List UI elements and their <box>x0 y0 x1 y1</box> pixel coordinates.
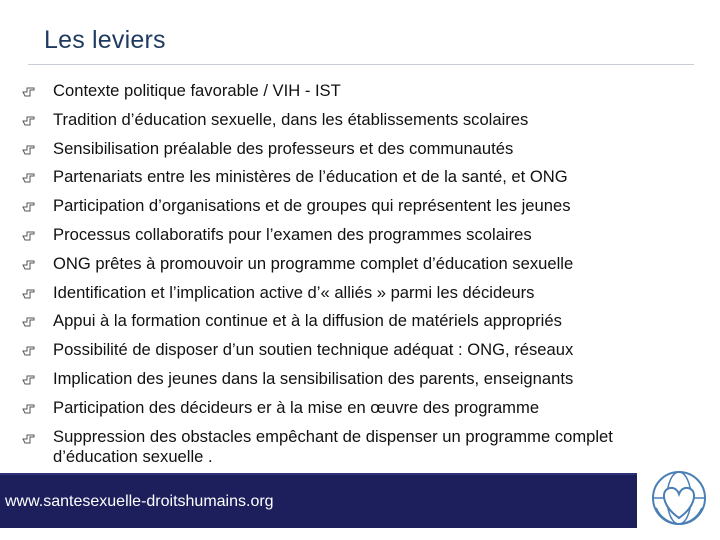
bullet-text: Participation des décideurs er à la mise en œuvre des programme <box>53 397 540 417</box>
slide-title: Les leviers <box>44 26 166 54</box>
hand-pointing-icon <box>22 257 36 271</box>
globe-hearts-hands-logo <box>642 468 716 530</box>
bullet-text: Participation d’organisations et de groupes qui représentent les jeunes <box>53 196 571 216</box>
bullet-text: Sensibilisation préalable des professeurs et des communautés <box>53 138 514 158</box>
hand-pointing-icon <box>22 343 36 357</box>
bullet-text: Processus collaboratifs pour l’examen des programmes scolaires <box>53 224 532 244</box>
bullet-item <box>22 279 692 308</box>
bullet-item <box>22 394 692 423</box>
bullet-text: Tradition d’éducation sexuelle, dans les établissements scolaires <box>53 109 529 129</box>
footer-band <box>0 473 637 528</box>
bullet-item <box>22 135 692 164</box>
hand-pointing-icon <box>22 314 36 328</box>
bullet-item <box>22 365 692 394</box>
bullet-text: Possibilité de disposer d’un soutien technique adéquat : ONG, réseaux <box>53 340 574 360</box>
bullet-text: Appui à la formation continue et à la diffusion de matériels appropriés <box>53 311 562 331</box>
hand-pointing-icon <box>22 372 36 386</box>
hand-pointing-icon <box>22 84 36 98</box>
bullet-item <box>22 221 692 250</box>
bullet-text: ONG prêtes à promouvoir un programme complet d’éducation sexuelle <box>53 253 574 273</box>
bullet-text: Contexte politique favorable / VIH - IST <box>53 81 341 100</box>
bullet-list <box>22 77 692 467</box>
bullet-text: Suppression des obstacles empêchant de dispenser un programme complet d’éducation sexuelle . <box>53 426 613 466</box>
bullet-item <box>22 250 692 279</box>
hand-pointing-icon <box>22 286 36 300</box>
hand-pointing-icon <box>22 113 36 127</box>
bullet-item <box>22 336 692 365</box>
website-link[interactable]: www.santesexuelle-droitshumains.org <box>5 493 274 510</box>
hand-pointing-icon <box>22 431 36 445</box>
bullet-item <box>22 307 692 336</box>
hand-pointing-icon <box>22 228 36 242</box>
hand-pointing-icon <box>22 401 36 415</box>
bullet-item <box>22 423 692 467</box>
title-divider <box>28 64 694 65</box>
bullet-text: Implication des jeunes dans la sensibilisation des parents, enseignants <box>53 368 574 388</box>
bullet-item <box>22 77 692 106</box>
hand-pointing-icon <box>22 170 36 184</box>
bullet-item <box>22 106 692 135</box>
bullet-item <box>22 163 692 192</box>
bullet-text: Partenariats entre les ministères de l’éducation et de la santé, et ONG <box>53 167 568 187</box>
hand-pointing-icon <box>22 142 36 156</box>
bullet-text: Identification et l’implication active d’« alliés » parmi les décideurs <box>53 282 535 302</box>
hand-pointing-icon <box>22 199 36 213</box>
footer <box>0 473 720 540</box>
bullet-item <box>22 192 692 221</box>
